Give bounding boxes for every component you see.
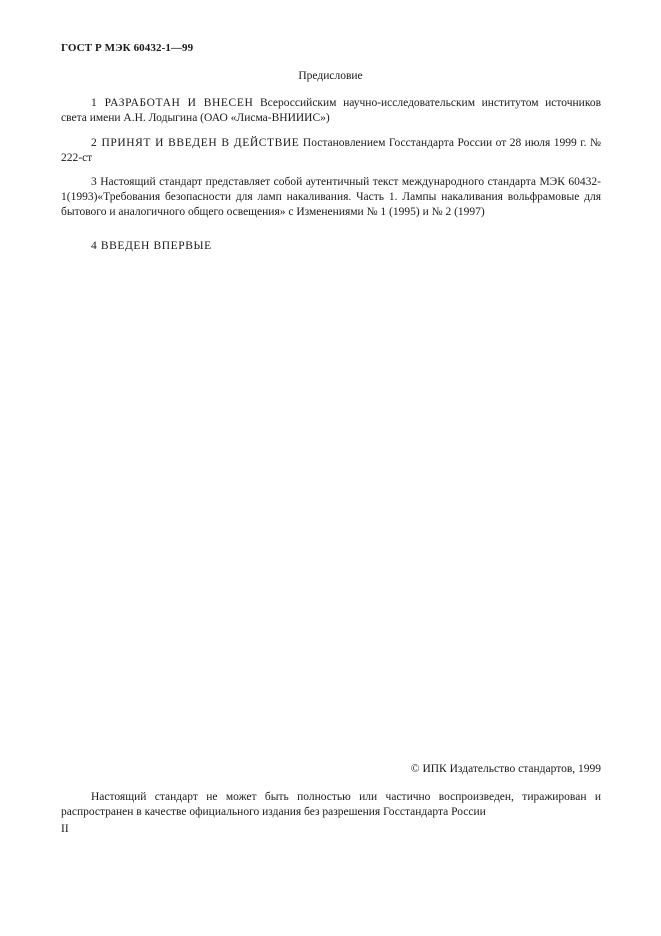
paragraph-authentic-text [61,175,601,220]
paragraph-developed-by [61,96,601,126]
paragraph-lead: 1 РАЗРАБОТАН И ВНЕСЕН [91,97,254,109]
reproduction-notice: Настоящий стандарт не может быть полностью или частично воспроизведен, тиражирован и распространен в качестве официального издания без разрешения Госстандарта России [61,791,601,818]
copyright-line: © ИПК Издательство стандартов, 1999 [410,763,601,775]
paragraph-text: Всероссийским научно-исследовательским институтом источников света имени А.Н. Лодыгина (ОАО «Лисма-ВНИИИС») [61,97,602,124]
paragraph-text: Постановлением Госстандарта России от 28 июля 1999 г. № 222-ст [61,137,601,164]
paragraph-lead: 2 ПРИНЯТ И ВВЕДЕН В ДЕЙСТВИЕ [91,137,300,149]
standard-code-header: ГОСТ Р МЭК 60432-1—99 [61,42,194,54]
paragraph-lead: 4 ВВЕДЕН ВПЕРВЫЕ [91,240,212,252]
section-title: Предисловие [298,70,363,82]
paragraph-first-introduced [61,239,601,254]
paragraph-text: 3 Настоящий стандарт представляет собой аутентичный текст международного стандарта МЭК 60432-1(1993)«Требования безопасности для ламп накаливания. Часть 1. Лампы накаливания вольфрамовые для бытового и аналогичного общего освещения» с Изменениями № 1 (1995) и № 2 (1997) [61,176,601,218]
page-number: II [61,823,69,835]
paragraph-adopted [61,136,601,166]
